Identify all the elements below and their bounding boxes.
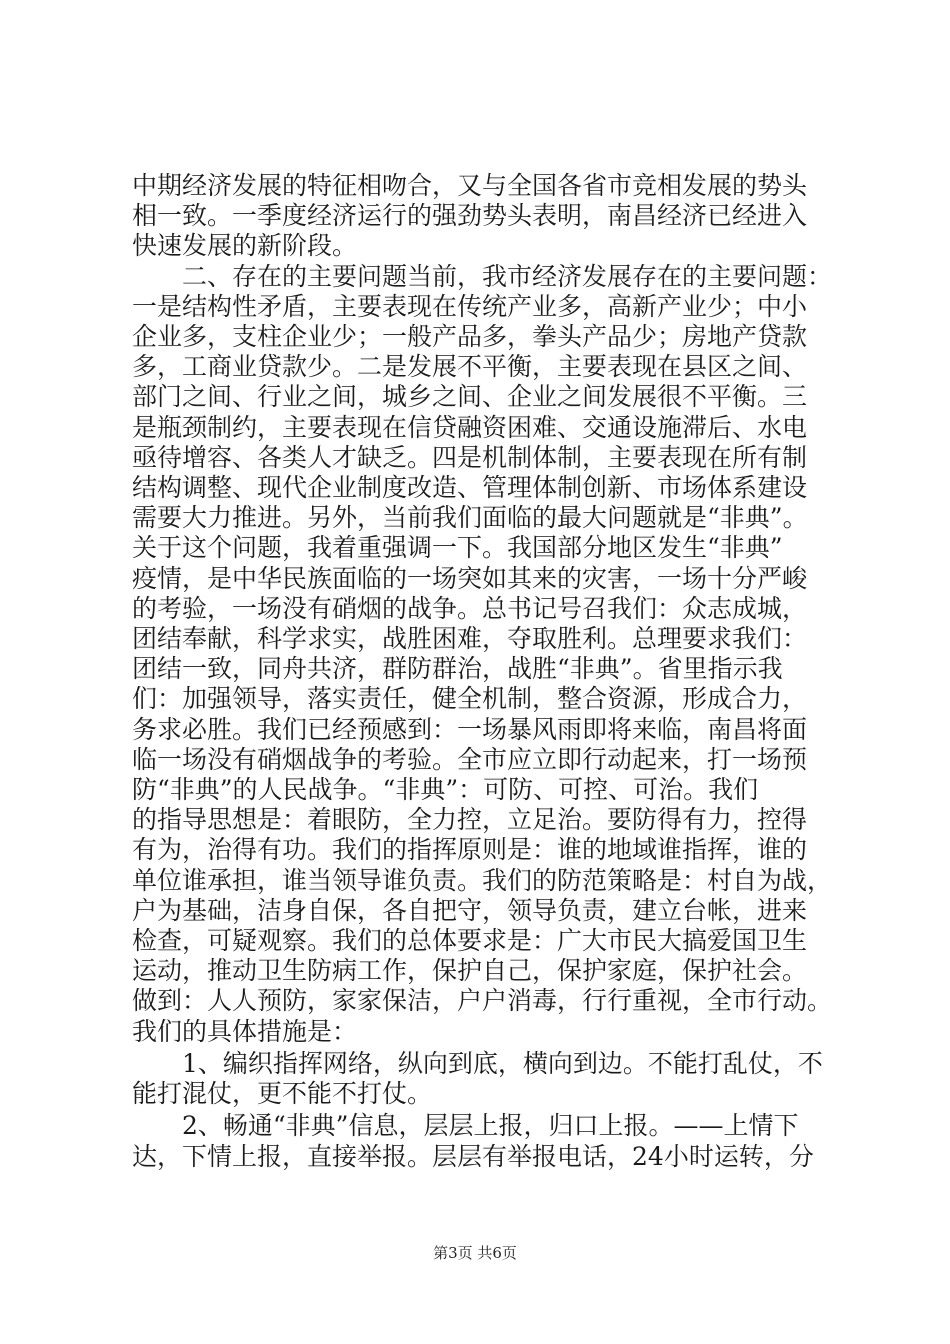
text-line: 团结一致，同舟共济，群防群治，战胜“非典”。省里指示我	[132, 654, 783, 684]
text-line: 我们的具体措施是：	[132, 1016, 358, 1046]
text-line: 单位谁承担，谁当领导谁负责。我们的防范策略是：村自为战，	[132, 865, 833, 895]
paragraph-4	[132, 1111, 832, 1171]
text-line: 企业多，支柱企业少；一般产品多，拳头产品少；房地产贷款	[132, 322, 808, 352]
text-line: 多，工商业贷款少。二是发展不平衡，主要表现在县区之间、	[132, 352, 808, 382]
text-line: 有为，治得有功。我们的指挥原则是：谁的地域谁指挥，谁的	[132, 835, 808, 865]
text-line: 们：加强领导，落实责任，健全机制，整合资源，形成合力，	[132, 684, 808, 714]
text-line: 2、畅通“非典”信息，层层上报，归口上报。——上情下	[182, 1111, 799, 1141]
text-line: 亟待增容、各类人才缺乏。四是机制体制，主要表现在所有制	[132, 442, 808, 472]
text-line: 中期经济发展的特征相吻合，又与全国各省市竞相发展的势头	[132, 171, 808, 200]
page-number-label: 第3页 共6页	[433, 1244, 517, 1262]
text-line: 户为基础，洁身自保，各自把守，领导负责，建立台帐，进来	[132, 895, 808, 925]
text-line: 快速发展的新阶段。	[132, 231, 358, 261]
text-line: 结构调整、现代企业制度改造、管理体制创新、市场体系建设	[132, 473, 808, 503]
text-line: 临一场没有硝烟战争的考验。全市应立即行动起来，打一场预	[132, 744, 808, 774]
paragraph-3	[132, 1049, 832, 1109]
text-line: 二、存在的主要问题当前，我市经济发展存在的主要问题：	[182, 261, 833, 291]
text-line: 检查，可疑观察。我们的总体要求是：广大市民大搞爱国卫生	[132, 926, 808, 956]
document-body	[132, 171, 832, 1172]
text-line: 相一致。一季度经济运行的强劲势头表明，南昌经济已经进入	[132, 201, 808, 231]
paragraph-1	[132, 171, 832, 262]
text-line: 做到：人人预防，家家保洁，户户消毒，行行重视，全市行动。	[132, 986, 833, 1016]
text-line: 达，下情上报，直接举报。层层有举报电话，24小时运转，分	[132, 1141, 814, 1171]
text-line: 需要大力推进。另外，当前我们面临的最大问题就是“非典”。	[132, 503, 808, 533]
text-line: 的指导思想是：着眼防，全力控，立足治。要防得有力，控得	[132, 805, 808, 835]
paragraph-2	[132, 262, 832, 1047]
text-line: 部门之间、行业之间，城乡之间、企业之间发展很不平衡。三	[132, 382, 808, 412]
text-line: 防“非典”的人民战争。“非典”：可防、可控、可治。我们	[132, 775, 759, 805]
text-line: 一是结构性矛盾，主要表现在传统产业多，高新产业少；中小	[132, 291, 808, 321]
text-line: 运动，推动卫生防病工作，保护自己，保护家庭，保护社会。	[132, 956, 808, 986]
text-line: 能打混仗，更不能不打仗。	[132, 1079, 433, 1109]
text-line: 1、编织指挥网络，纵向到底，横向到边。不能打乱仗，不	[182, 1048, 823, 1078]
text-line: 的考验，一场没有硝烟的战争。总书记号召我们：众志成城，	[132, 593, 808, 623]
text-line: 团结奉献，科学求实，战胜困难，夺取胜利。总理要求我们：	[132, 624, 808, 654]
text-line: 务求必胜。我们已经预感到：一场暴风雨即将来临，南昌将面	[132, 714, 808, 744]
page-footer	[0, 1242, 950, 1263]
text-line: 是瓶颈制约，主要表现在信贷融资困难、交通设施滞后、水电	[132, 412, 808, 442]
text-line: 关于这个问题，我着重强调一下。我国部分地区发生“非典”	[132, 533, 783, 563]
text-line: 疫情，是中华民族面临的一场突如其来的灾害，一场十分严峻	[132, 563, 808, 593]
